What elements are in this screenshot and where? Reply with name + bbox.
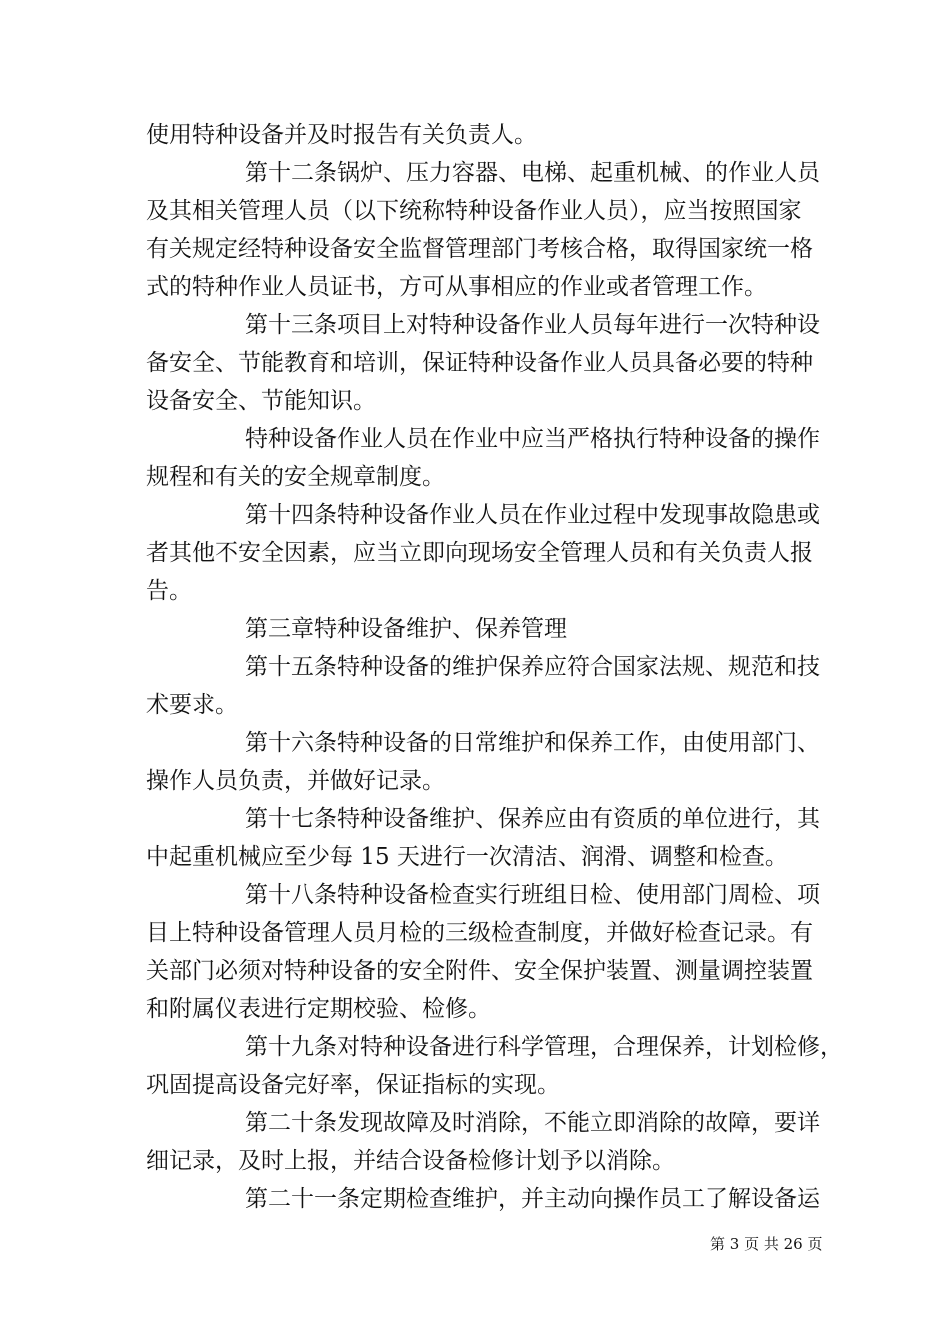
- text-line: 关部门必须对特种设备的安全附件、安全保护装置、测量调控装置: [146, 958, 813, 984]
- text-line: 第十七条特种设备维护、保养应由有资质的单位进行，其: [245, 806, 820, 832]
- text-line: 第二十一条定期检查维护，并主动向操作员工了解设备运: [245, 1186, 820, 1212]
- text-line: 设备安全、节能知识。: [146, 388, 376, 414]
- text-line: 细记录，及时上报，并结合设备检修计划予以消除。: [146, 1148, 675, 1174]
- text-line: 和附属仪表进行定期校验、检修。: [146, 996, 491, 1022]
- text-line: 及其相关管理人员（以下统称特种设备作业人员），应当按照国家: [146, 198, 802, 224]
- text-line: 第十四条特种设备作业人员在作业过程中发现事故隐患或: [245, 502, 820, 528]
- page-number: 第 3 页 共 26 页: [710, 1235, 823, 1253]
- text-line: 中起重机械应至少每 15 天进行一次清洁、润滑、调整和检查。: [146, 844, 788, 870]
- text-line: 第二十条发现故障及时消除，不能立即消除的故障，要详: [245, 1110, 820, 1136]
- text-line: 目上特种设备管理人员月检的三级检查制度，并做好检查记录。有: [146, 920, 813, 946]
- text-line: 第十六条特种设备的日常维护和保养工作，由使用部门、: [245, 730, 820, 756]
- text-line: 术要求。: [146, 692, 238, 718]
- text-line: 第十五条特种设备的维护保养应符合国家法规、规范和技: [245, 654, 820, 680]
- text-line: 第十二条锅炉、压力容器、电梯、起重机械、的作业人员: [245, 160, 820, 186]
- text-line: 第十九条对特种设备进行科学管理，合理保养，计划检修，: [245, 1034, 843, 1060]
- text-line: 使用特种设备并及时报告有关负责人。: [146, 122, 537, 148]
- text-line: 告。: [146, 578, 192, 604]
- text-line: 第十三条项目上对特种设备作业人员每年进行一次特种设: [245, 312, 820, 338]
- chapter-heading: 第三章特种设备维护、保养管理: [245, 616, 567, 642]
- text-line: 规程和有关的安全规章制度。: [146, 464, 445, 490]
- text-line: 式的特种作业人员证书，方可从事相应的作业或者管理工作。: [146, 274, 767, 300]
- text-line: 备安全、节能教育和培训，保证特种设备作业人员具备必要的特种: [146, 350, 813, 376]
- text-line: 操作人员负责，并做好记录。: [146, 768, 445, 794]
- text-line: 巩固提高设备完好率，保证指标的实现。: [146, 1072, 560, 1098]
- text-line: 者其他不安全因素，应当立即向现场安全管理人员和有关负责人报: [146, 540, 813, 566]
- text-line: 第十八条特种设备检查实行班组日检、使用部门周检、项: [245, 882, 820, 908]
- text-line: 特种设备作业人员在作业中应当严格执行特种设备的操作: [245, 426, 820, 452]
- text-line: 有关规定经特种设备安全监督管理部门考核合格，取得国家统一格: [146, 236, 813, 262]
